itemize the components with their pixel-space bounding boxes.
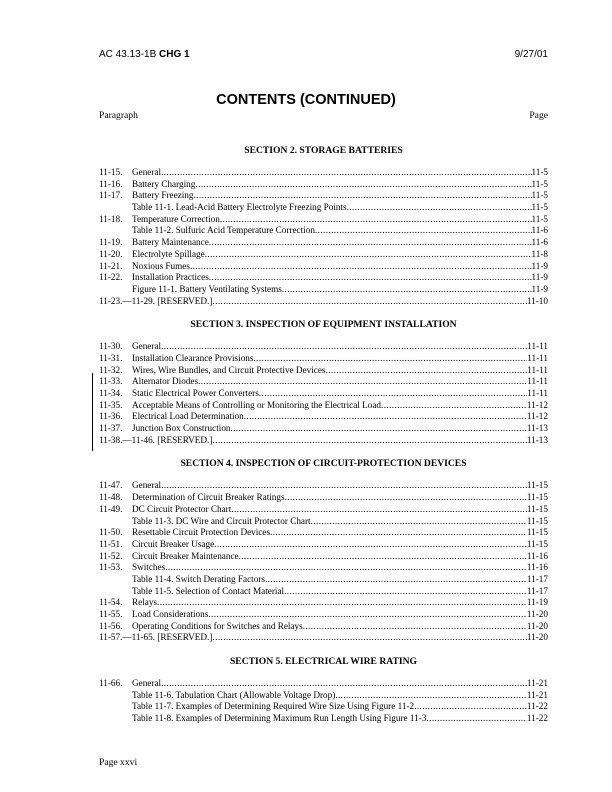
section-heading: SECTION 4. INSPECTION OF CIRCUIT-PROTECTION DEVICES — [180, 458, 467, 470]
doc-id: AC 43.13-1B — [99, 49, 157, 60]
toc-entry — [99, 597, 548, 609]
toc-subentry — [99, 701, 548, 713]
toc-entry — [99, 341, 548, 353]
page-number: Page xxvi — [99, 757, 138, 768]
entry-title: Installation Clearance Provisions — [132, 352, 254, 363]
toc-entry — [99, 190, 548, 202]
paragraph-number: 11-31. — [99, 352, 123, 363]
toc-entry — [99, 435, 548, 447]
section-heading: SECTION 5. ELECTRICAL WIRE RATING — [229, 656, 418, 668]
section-heading: SECTION 3. INSPECTION OF EQUIPMENT INSTALLATION — [190, 319, 457, 331]
entry-title: Table 11-3. DC Wire and Circuit Protector Chart — [132, 515, 311, 526]
entry-title: Static Electrical Power Converters — [132, 388, 259, 398]
dot-leader — [208, 609, 527, 621]
section-entries — [99, 341, 548, 446]
entry-title: Junction Box Construction — [132, 423, 231, 434]
dot-leader — [265, 574, 527, 586]
page-ref: 11-5 — [531, 190, 548, 201]
entry-title: DC Circuit Protector Chart — [132, 503, 232, 514]
paragraph-number: 11-30. — [99, 341, 123, 352]
page-ref: 11-12 — [526, 399, 548, 410]
dot-leader — [426, 713, 526, 725]
page-ref: 11-20 — [526, 609, 548, 619]
page-ref: 11-13 — [526, 423, 548, 434]
dot-leader — [239, 551, 527, 563]
entry-title: Battery Freezing — [132, 190, 194, 201]
entry-title: Load Considerations — [132, 609, 209, 619]
dot-leader — [165, 562, 527, 574]
toc-subentry — [99, 284, 548, 296]
toc-entry — [99, 400, 548, 412]
dot-leader — [220, 214, 532, 226]
page-ref: 11-12 — [526, 411, 548, 422]
entry-title: Switches — [132, 562, 166, 573]
running-header-date: 9/27/01 — [514, 49, 548, 60]
entry-title: Acceptable Means of Controlling or Monitoring the Electrical Load — [132, 399, 382, 410]
paragraph-number: 11-20. — [99, 248, 123, 259]
entry-title: Table 11-6. Tabulation Chart (Allowable Voltage Drop) — [132, 689, 336, 700]
change-number: CHG 1 — [159, 49, 190, 60]
page-ref: 11-16 — [526, 550, 548, 561]
toc-entry — [99, 480, 548, 492]
paragraph-number: 11-66. — [99, 678, 123, 689]
toc-entry — [99, 237, 548, 249]
paragraph-number: 11-50. — [99, 527, 123, 538]
paragraph-number: 11-21. — [99, 260, 123, 271]
section-entries — [99, 480, 548, 644]
dot-leader — [195, 179, 531, 191]
dot-leader — [212, 632, 526, 644]
toc-entry — [99, 527, 548, 539]
dot-leader — [282, 284, 532, 296]
paragraph-number: 11-38.—11-46. [RESERVED.] — [99, 434, 213, 445]
page-ref: 11-11 — [527, 352, 548, 363]
paragraph-number: 11-22. — [99, 272, 123, 283]
entry-title: General — [132, 167, 162, 177]
paragraph-number: 11-16. — [99, 178, 123, 189]
toc-entry — [99, 609, 548, 621]
entry-title: General — [132, 678, 162, 689]
change-bar — [92, 373, 93, 451]
toc-entry — [99, 423, 548, 435]
entry-title: Table 11-5. Selection of Contact Material — [132, 585, 285, 596]
dot-leader — [231, 423, 527, 435]
paragraph-number: 11-35. — [99, 399, 123, 410]
section-entries — [99, 167, 548, 307]
column-label-page: Page — [529, 110, 548, 121]
dot-leader — [214, 539, 527, 551]
dot-leader — [414, 701, 527, 713]
paragraph-number: 11-51. — [99, 538, 123, 549]
dot-leader — [253, 353, 527, 365]
paragraph-number: 11-23.—11-29. [RESERVED.] — [99, 295, 213, 306]
toc-entry — [99, 678, 548, 690]
table-of-contents — [99, 145, 548, 737]
entry-title: Circuit Breaker Usage — [132, 538, 215, 549]
page-ref: 11-15 — [526, 480, 548, 491]
page-ref: 11-9 — [531, 260, 548, 271]
dot-leader — [231, 504, 527, 516]
toc-entry — [99, 272, 548, 284]
entry-title: Circuit Breaker Maintenance — [132, 550, 239, 561]
entry-title: Resettable Circuit Protection Devices — [132, 527, 271, 538]
section-heading: SECTION 2. STORAGE BATTERIES — [244, 145, 403, 156]
toc-entry — [99, 214, 548, 226]
entry-title: Wires, Wire Bundles, and Circuit Protective Devices — [132, 364, 326, 375]
page-ref: 11-20 — [526, 632, 548, 643]
page-ref: 11-11 — [527, 364, 548, 375]
entry-title: Temperature Correction — [132, 213, 220, 224]
entry-title: Electrolyte Spillage — [132, 248, 205, 259]
toc-subentry — [99, 690, 548, 702]
dot-leader — [244, 411, 527, 423]
paragraph-number: 11-32. — [99, 364, 123, 375]
paragraph-number: 11-49. — [99, 503, 123, 514]
paragraph-number: 11-33. — [99, 376, 123, 387]
entry-title: Table 11-2. Sulfuric Acid Temperature Correction — [132, 225, 315, 236]
paragraph-number: 11-36. — [99, 411, 123, 422]
toc-entry — [99, 296, 548, 308]
dot-leader — [161, 678, 527, 690]
toc-subentry — [99, 713, 548, 725]
paragraph-number: 11-52. — [99, 550, 123, 561]
toc-entry — [99, 365, 548, 377]
page-ref: 11-21 — [526, 689, 548, 700]
paragraph-number: 11-37. — [99, 423, 123, 434]
toc-subentry — [99, 225, 548, 237]
dot-leader — [347, 202, 532, 214]
toc-entry — [99, 551, 548, 563]
page-ref: 11-10 — [526, 295, 548, 306]
entry-title: Noxious Fumes — [132, 260, 190, 271]
page-ref: 11-11 — [527, 388, 548, 398]
page-ref: 11-17 — [526, 585, 548, 596]
dot-leader — [285, 492, 527, 504]
entry-title: Table 11-8. Examples of Determining Maximum Run Length Using Figure 11-3 — [132, 713, 427, 724]
column-label-paragraph: Paragraph — [99, 110, 138, 121]
dot-leader — [335, 690, 527, 702]
entry-title: Electrical Load Determination — [132, 411, 244, 422]
entry-title: Battery Charging — [132, 178, 196, 189]
dot-leader — [198, 376, 527, 388]
dot-leader — [381, 400, 527, 412]
dot-leader — [284, 586, 527, 598]
paragraph-number: 11-56. — [99, 620, 123, 631]
page-ref: 11-11 — [527, 341, 548, 352]
toc-entry — [99, 353, 548, 365]
paragraph-number: 11-57.—11-65. [RESERVED.] — [99, 632, 213, 643]
paragraph-number: 11-48. — [99, 492, 123, 503]
toc-entry — [99, 504, 548, 516]
paragraph-number: 11-18. — [99, 213, 123, 224]
page-ref: 11-16 — [526, 562, 548, 573]
section-entries — [99, 678, 548, 725]
entry-title: Determination of Circuit Breaker Ratings — [132, 492, 285, 503]
dot-leader — [190, 261, 532, 273]
toc-entry — [99, 621, 548, 633]
entry-title: Table 11-4. Switch Derating Factors — [132, 573, 265, 584]
entry-title: Relays — [132, 597, 158, 608]
page-ref: 11-17 — [526, 573, 548, 584]
dot-leader — [161, 480, 527, 492]
toc-entry — [99, 261, 548, 273]
dot-leader — [209, 272, 532, 284]
dot-leader — [161, 167, 531, 179]
paragraph-number: 11-15. — [99, 167, 123, 177]
entry-title: Battery Maintenance — [132, 237, 209, 248]
toc-entry — [99, 492, 548, 504]
dot-leader — [205, 249, 532, 261]
toc-subentry — [99, 574, 548, 586]
dot-leader — [193, 190, 531, 202]
dot-leader — [326, 365, 528, 377]
page-ref: 11-6 — [531, 225, 548, 236]
paragraph-number: 11-34. — [99, 388, 123, 398]
toc-entry — [99, 249, 548, 261]
dot-leader — [259, 388, 527, 400]
page-ref: 11-5 — [531, 167, 548, 177]
dot-leader — [303, 621, 527, 633]
paragraph-number: 11-47. — [99, 480, 123, 491]
toc-subentry — [99, 202, 548, 214]
dot-leader — [212, 435, 526, 447]
toc-entry — [99, 562, 548, 574]
running-header-doc-id — [99, 49, 190, 60]
page-ref: 11-19 — [526, 597, 548, 608]
dot-leader — [157, 597, 527, 609]
toc-entry — [99, 411, 548, 423]
page-ref: 11-15 — [526, 492, 548, 503]
toc-entry — [99, 376, 548, 388]
entry-title: General — [132, 341, 162, 352]
entry-title: Figure 11-1. Battery Ventilating Systems — [132, 283, 282, 294]
page-ref: 11-20 — [526, 620, 548, 631]
toc-subentry — [99, 586, 548, 598]
entry-title: General — [132, 480, 162, 491]
entry-title: Alternator Diodes — [132, 376, 199, 387]
toc-entry — [99, 632, 548, 644]
paragraph-number: 11-17. — [99, 190, 123, 201]
toc-entry — [99, 539, 548, 551]
toc-subentry — [99, 516, 548, 528]
dot-leader — [212, 296, 526, 308]
page-ref: 11-9 — [531, 283, 548, 294]
toc-entry — [99, 388, 548, 400]
paragraph-number: 11-19. — [99, 237, 123, 248]
page-ref: 11-22 — [526, 713, 548, 724]
page-ref: 11-13 — [526, 434, 548, 445]
entry-title: Table 11-1. Lead-Acid Battery Electrolyte Freezing Points — [132, 202, 347, 213]
page-ref: 11-21 — [526, 678, 548, 689]
entry-title: Installation Practices — [132, 272, 209, 283]
dot-leader — [209, 237, 532, 249]
page-ref: 11-15 — [526, 503, 548, 514]
page-ref: 11-8 — [531, 248, 548, 259]
page-ref: 11-6 — [531, 237, 548, 248]
dot-leader — [315, 225, 532, 237]
page-title: CONTENTS (CONTINUED) — [216, 92, 396, 108]
page-ref: 11-9 — [531, 272, 548, 283]
page-ref: 11-22 — [526, 701, 548, 712]
dot-leader — [270, 527, 527, 539]
page-ref: 11-15 — [526, 515, 548, 526]
page-ref: 11-5 — [531, 178, 548, 189]
paragraph-number: 11-53. — [99, 562, 123, 573]
page-ref: 11-15 — [526, 527, 548, 538]
entry-title: Table 11-7. Examples of Determining Required Wire Size Using Figure 11-2 — [132, 701, 415, 712]
page-ref: 11-11 — [527, 376, 548, 387]
toc-entry — [99, 167, 548, 179]
dot-leader — [161, 341, 527, 353]
dot-leader — [311, 516, 527, 528]
toc-entry — [99, 179, 548, 191]
page-ref: 11-5 — [531, 202, 548, 213]
entry-title: Operating Conditions for Switches and Relays — [132, 620, 303, 631]
page-ref: 11-15 — [526, 538, 548, 549]
page-ref: 11-5 — [531, 213, 548, 224]
paragraph-number: 11-54. — [99, 597, 123, 608]
paragraph-number: 11-55. — [99, 609, 123, 619]
